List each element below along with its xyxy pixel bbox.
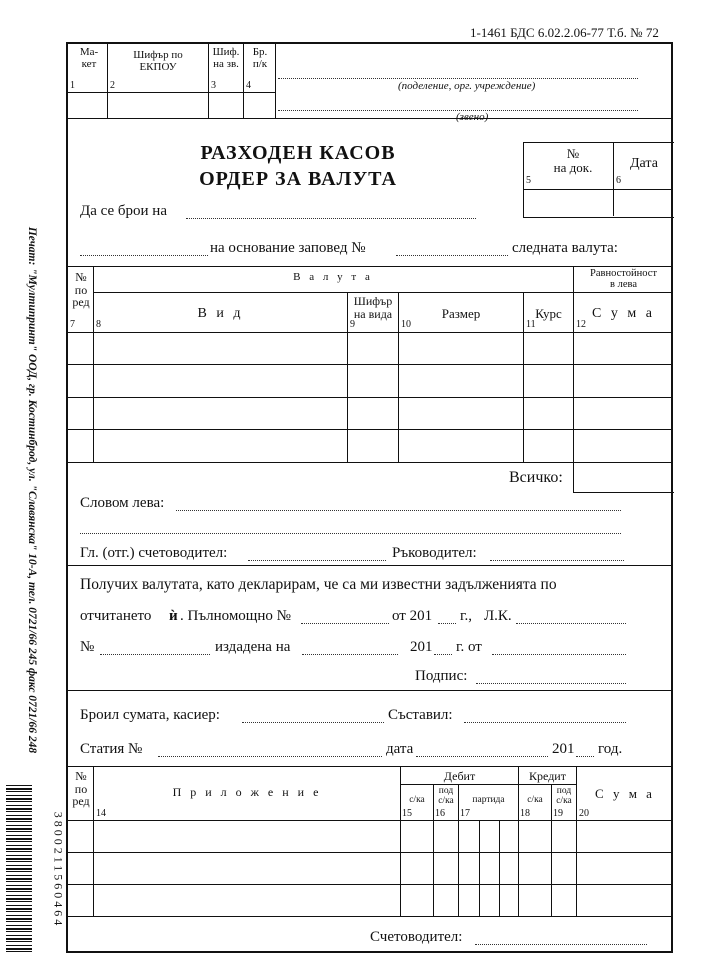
unit-field[interactable] bbox=[278, 98, 638, 111]
prepared-label: Съставил: bbox=[388, 707, 453, 723]
issued-year-label: 201 bbox=[410, 639, 433, 655]
count-header: Бр. п/к bbox=[252, 46, 268, 70]
in-words-label: Словом лева: bbox=[80, 495, 165, 511]
equivalent-header: Равностойност в лева bbox=[590, 268, 657, 290]
col-num-5: 5 bbox=[526, 175, 531, 186]
rate-header: Курс bbox=[535, 306, 562, 321]
title-line-1: РАЗХОДЕН КАСОВ bbox=[200, 142, 396, 164]
credit-header: Кредит bbox=[529, 769, 566, 783]
table-row[interactable] bbox=[68, 885, 673, 916]
in-words-field[interactable] bbox=[176, 498, 621, 511]
col-num-19: 19 bbox=[553, 808, 563, 819]
col-num-17: 17 bbox=[460, 808, 470, 819]
form-code: 1-1461 БДС 6.02.2.06-77 Т.б. № 72 bbox=[470, 25, 659, 40]
debit-party-header: партида bbox=[472, 795, 505, 805]
barcode bbox=[6, 785, 32, 955]
prepared-signature-field[interactable] bbox=[464, 710, 626, 723]
col-num-9: 9 bbox=[350, 319, 355, 330]
amount-header: Размер bbox=[441, 306, 481, 321]
issued-year-field[interactable] bbox=[434, 642, 452, 655]
col-num-16: 16 bbox=[435, 808, 445, 819]
total-label: Всичко: bbox=[509, 469, 563, 486]
appendix-header: П р и л о ж е н и е bbox=[172, 785, 322, 799]
in-words-field-2[interactable] bbox=[80, 521, 621, 534]
col-num-15: 15 bbox=[402, 808, 412, 819]
poa-from-label: от 201 bbox=[392, 608, 433, 624]
poa-year-label: г., bbox=[460, 608, 472, 624]
issued-by-label: г. от bbox=[456, 639, 482, 655]
doc-number-input[interactable] bbox=[525, 191, 612, 215]
col-num-3: 3 bbox=[211, 80, 216, 91]
article-year-field[interactable] bbox=[576, 744, 594, 757]
col-num-1: 1 bbox=[70, 80, 75, 91]
unit-code-header: Шиф. на зв. bbox=[212, 46, 240, 70]
pay-to-field[interactable] bbox=[186, 206, 476, 219]
poa-number-field[interactable] bbox=[301, 611, 389, 624]
printer-info: Печат: "Мултипринт" ООД, гр. Костинброд, ул. "Славянска" 10-А, тел. 0721/66 245 факс 0721/66 248 bbox=[26, 226, 38, 754]
table-row[interactable] bbox=[68, 853, 673, 884]
col-num-6: 6 bbox=[616, 175, 621, 186]
debit-subaccount-header: под с/ка bbox=[438, 786, 454, 806]
id-card-label: Л.К. bbox=[484, 608, 512, 624]
kind-header: В и д bbox=[197, 306, 244, 321]
doc-date-label: Дата bbox=[630, 156, 658, 171]
signature-field[interactable] bbox=[476, 671, 626, 684]
cashier-label: Броил сумата, касиер: bbox=[80, 707, 220, 723]
appendix-row-no-header: № по ред bbox=[72, 769, 90, 809]
col-num-7: 7 bbox=[70, 319, 75, 330]
debit-account-header: с/ка bbox=[409, 795, 425, 805]
table-row[interactable] bbox=[68, 333, 673, 364]
article-date-label: дата bbox=[386, 741, 414, 757]
footer-accountant-label: Счетоводител: bbox=[370, 929, 463, 945]
pay-to-label: Да се брои на bbox=[80, 203, 167, 219]
appendix-sum-header: С у м а bbox=[595, 786, 655, 801]
total-amount-box[interactable] bbox=[573, 462, 674, 493]
receipt-read-label: отчитането bbox=[80, 608, 152, 624]
unit-caption: (звено) bbox=[456, 111, 489, 123]
doc-date-input[interactable] bbox=[615, 191, 672, 215]
col-num-4: 4 bbox=[246, 80, 251, 91]
issued-date-field[interactable] bbox=[302, 642, 398, 655]
doc-number-label: № на док. bbox=[553, 146, 593, 175]
ekpou-header: Шифър по ЕКПОУ bbox=[133, 49, 183, 73]
layout-header: Ма- кет bbox=[79, 46, 99, 70]
order-number-field[interactable] bbox=[396, 243, 508, 256]
manager-signature-field[interactable] bbox=[490, 548, 624, 561]
kind-code-header: Шифър на вида bbox=[353, 294, 393, 321]
article-label: Статия № bbox=[80, 741, 143, 757]
signature-label: Подпис: bbox=[415, 668, 468, 684]
article-year-label: 201 bbox=[552, 741, 575, 757]
basis-label: на основание заповед № bbox=[210, 240, 366, 256]
credit-account-header: с/ка bbox=[527, 795, 543, 805]
sum-header: С у м а bbox=[592, 306, 655, 321]
row-no-header: № по ред bbox=[72, 270, 90, 310]
article-date-field[interactable] bbox=[416, 744, 548, 757]
table-row[interactable] bbox=[68, 821, 673, 852]
cashier-signature-field[interactable] bbox=[242, 710, 384, 723]
id-number-label: № bbox=[80, 639, 95, 655]
id-card-field[interactable] bbox=[516, 611, 626, 624]
article-year-suffix: год. bbox=[598, 741, 623, 757]
col-num-10: 10 bbox=[401, 319, 411, 330]
id-number-field[interactable] bbox=[100, 642, 210, 655]
currency-group-header: В а л у т а bbox=[293, 271, 373, 283]
title-line-2: ОРДЕР ЗА ВАЛУТА bbox=[199, 168, 397, 190]
credit-subaccount-header: под с/ка bbox=[556, 786, 572, 806]
currency-text: следната валута: bbox=[512, 240, 618, 256]
col-num-20: 20 bbox=[579, 808, 589, 819]
col-num-14: 14 bbox=[96, 808, 106, 819]
poa-year-field[interactable] bbox=[438, 611, 456, 624]
order-form bbox=[66, 42, 673, 953]
accountant-signature-field[interactable] bbox=[248, 548, 386, 561]
table-row[interactable] bbox=[68, 398, 673, 429]
issued-label: издадена на bbox=[215, 639, 291, 655]
dept-caption: (поделение, орг. учреждение) bbox=[398, 80, 536, 92]
receipt-read-mark: ѝ bbox=[169, 608, 178, 624]
table-row[interactable] bbox=[68, 430, 673, 462]
table-row[interactable] bbox=[68, 365, 673, 397]
col-num-12: 12 bbox=[576, 319, 586, 330]
debit-header: Дебит bbox=[443, 769, 476, 783]
article-number-field[interactable] bbox=[158, 744, 382, 757]
poa-label: . Пълномощно № bbox=[180, 608, 291, 624]
accountant-label: Гл. (отг.) счетоводител: bbox=[80, 545, 228, 561]
receipt-declaration: Получих валутата, като декларирам, че са ми известни задълженията по bbox=[80, 576, 557, 593]
col-num-2: 2 bbox=[110, 80, 115, 91]
basis-prefix-field[interactable] bbox=[80, 243, 208, 256]
dept-field[interactable] bbox=[278, 66, 638, 79]
issued-by-field[interactable] bbox=[492, 642, 626, 655]
footer-accountant-field[interactable] bbox=[475, 932, 647, 945]
barcode-number: 3800211560464 bbox=[51, 811, 66, 929]
col-num-11: 11 bbox=[526, 319, 536, 330]
col-num-8: 8 bbox=[96, 319, 101, 330]
col-num-18: 18 bbox=[520, 808, 530, 819]
manager-label: Ръководител: bbox=[392, 545, 477, 561]
